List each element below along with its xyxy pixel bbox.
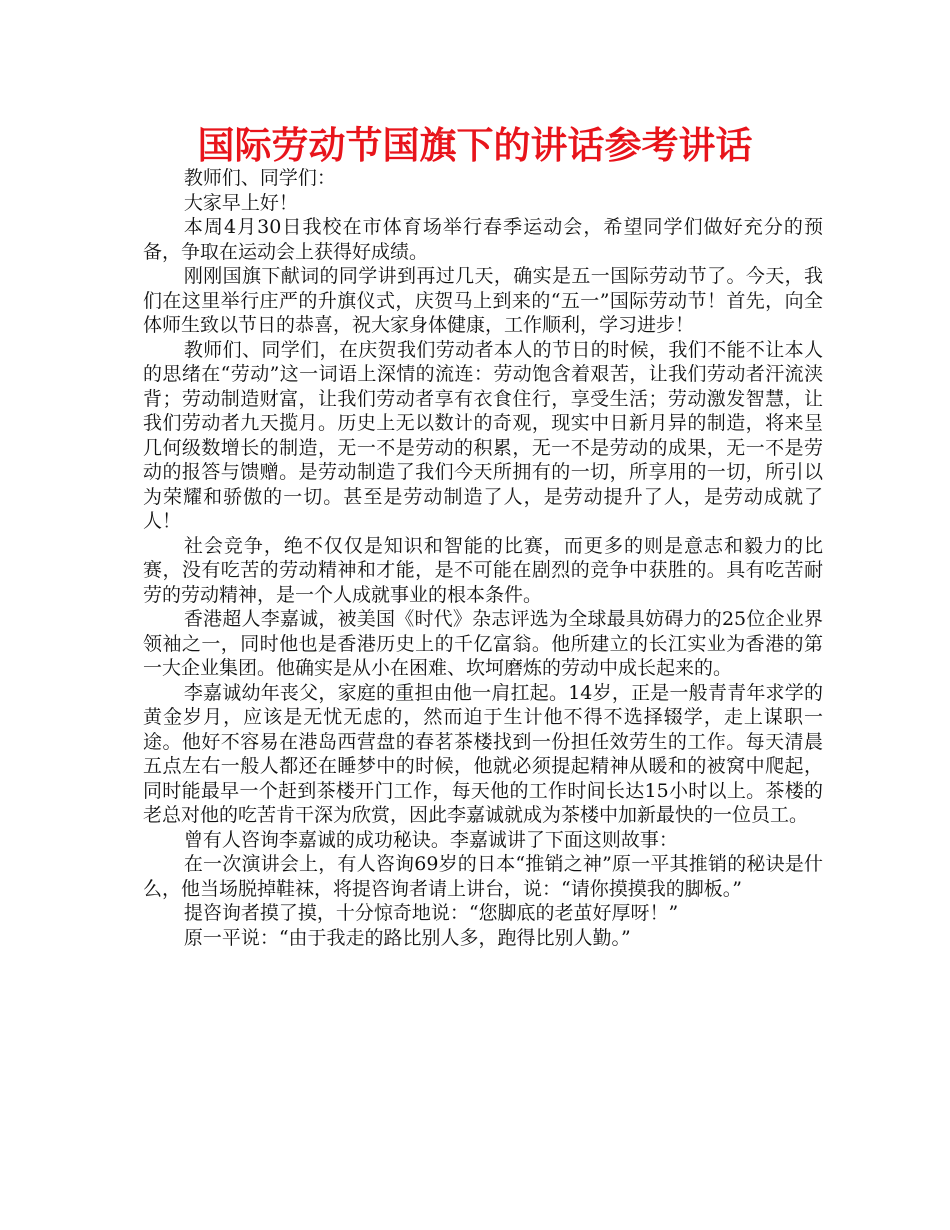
document-title: 国际劳动节国旗下的讲话参考讲话	[197, 124, 753, 167]
document-body	[143, 166, 823, 950]
paragraph-calluses: 提咨询者摸了摸，十分惊奇地说：“您脚底的老茧好厚呀！”	[183, 902, 679, 924]
paragraph-sports-meet: 本周4月30日我校在市体育场举行春季运动会，希望同学们做好充分的预备，争取在运动会上获得好成绩。	[143, 216, 823, 263]
paragraph-secret: 曾有人咨询李嘉诚的成功秘诀。李嘉诚讲了下面这则故事：	[183, 828, 678, 851]
paragraph-good-morning: 大家早上好！	[183, 191, 298, 214]
paragraph-li-ka-shing: 香港超人李嘉诚，被美国《时代》杂志评选为全球最具妨碍力的25位企业界领袖之一，同时他也是香港历史上的千亿富翁。他所建立的长江实业为香港的第一大企业集团。他确实是从小在困难、坎坷磨炼的劳动中成长起来的。	[143, 608, 823, 679]
paragraph-labor-value: 教师们、同学们，在庆贺我们劳动者本人的节日的时候，我们不能不让本人的思绪在“劳动”这一词语上深情的流连：劳动饱含着艰苦，让我们劳动者汗流浃背；劳动制造财富，让我们劳动者享有衣食住行，享受生活；劳动激发智慧，让我们劳动者九天揽月。历史上无以数计的奇观，现实中日新月异的制造，将来呈几何级数增长的制造，无一不是劳动的积累，无一不是劳动的成果，无一不是劳动的报答与馈赠。是劳动制造了我们今天所拥有的一切，所享用的一切，所引以为荣耀和骄傲的一切。甚至是劳动制造了人，是劳动提升了人，是劳动成就了人！	[143, 338, 823, 532]
paragraph-greeting: 教师们、同学们：	[183, 167, 336, 189]
paragraph-answer: 原一平说：“由于我走的路比别人多，跑得比别人勤。”	[183, 926, 631, 949]
paragraph-li-childhood: 李嘉诚幼年丧父，家庭的重担由他一肩扛起。14岁，正是一般青青年求学的黄金岁月，应该是无忧无虑的，然而迫于生计他不得不选择辍学，走上谋职一途。他好不容易在港岛西营盘的春茗茶楼找到一份担任效劳生的工作。每天清晨五点左右一般人都还在睡梦中的时候，他就必须提起精神从暖和的被窝中爬起，同时能最早一个赶到茶楼开门工作，每天他的工作时间长达15小时以上。茶楼的老总对他的吃苦肯干深为欣赏，因此李嘉诚就成为茶楼中加新最快的一位员工。	[143, 681, 823, 826]
paragraph-lecture: 在一次演讲会上，有人咨询69岁的日本“推销之神”原一平其推销的秘诀是什么，他当场脱掉鞋袜，将提咨询者请上讲台，说：“请你摸摸我的脚板。”	[143, 853, 823, 900]
paragraph-competition: 社会竞争，绝不仅仅是知识和智能的比赛，而更多的则是意志和毅力的比赛，没有吃苦的劳动精神和才能，是不可能在剧烈的竞争中获胜的。具有吃苦耐劳的劳动精神，是一个人成就事业的根本条件。	[143, 534, 823, 606]
paragraph-labor-day: 刚刚国旗下献词的同学讲到再过几天，确实是五一国际劳动节了。今天，我们在这里举行庄严的升旗仪式，庆贺马上到来的“五一”国际劳动节！首先，向全体师生致以节日的恭喜，祝大家身体健康，工作顺利，学习进步！	[143, 265, 823, 336]
